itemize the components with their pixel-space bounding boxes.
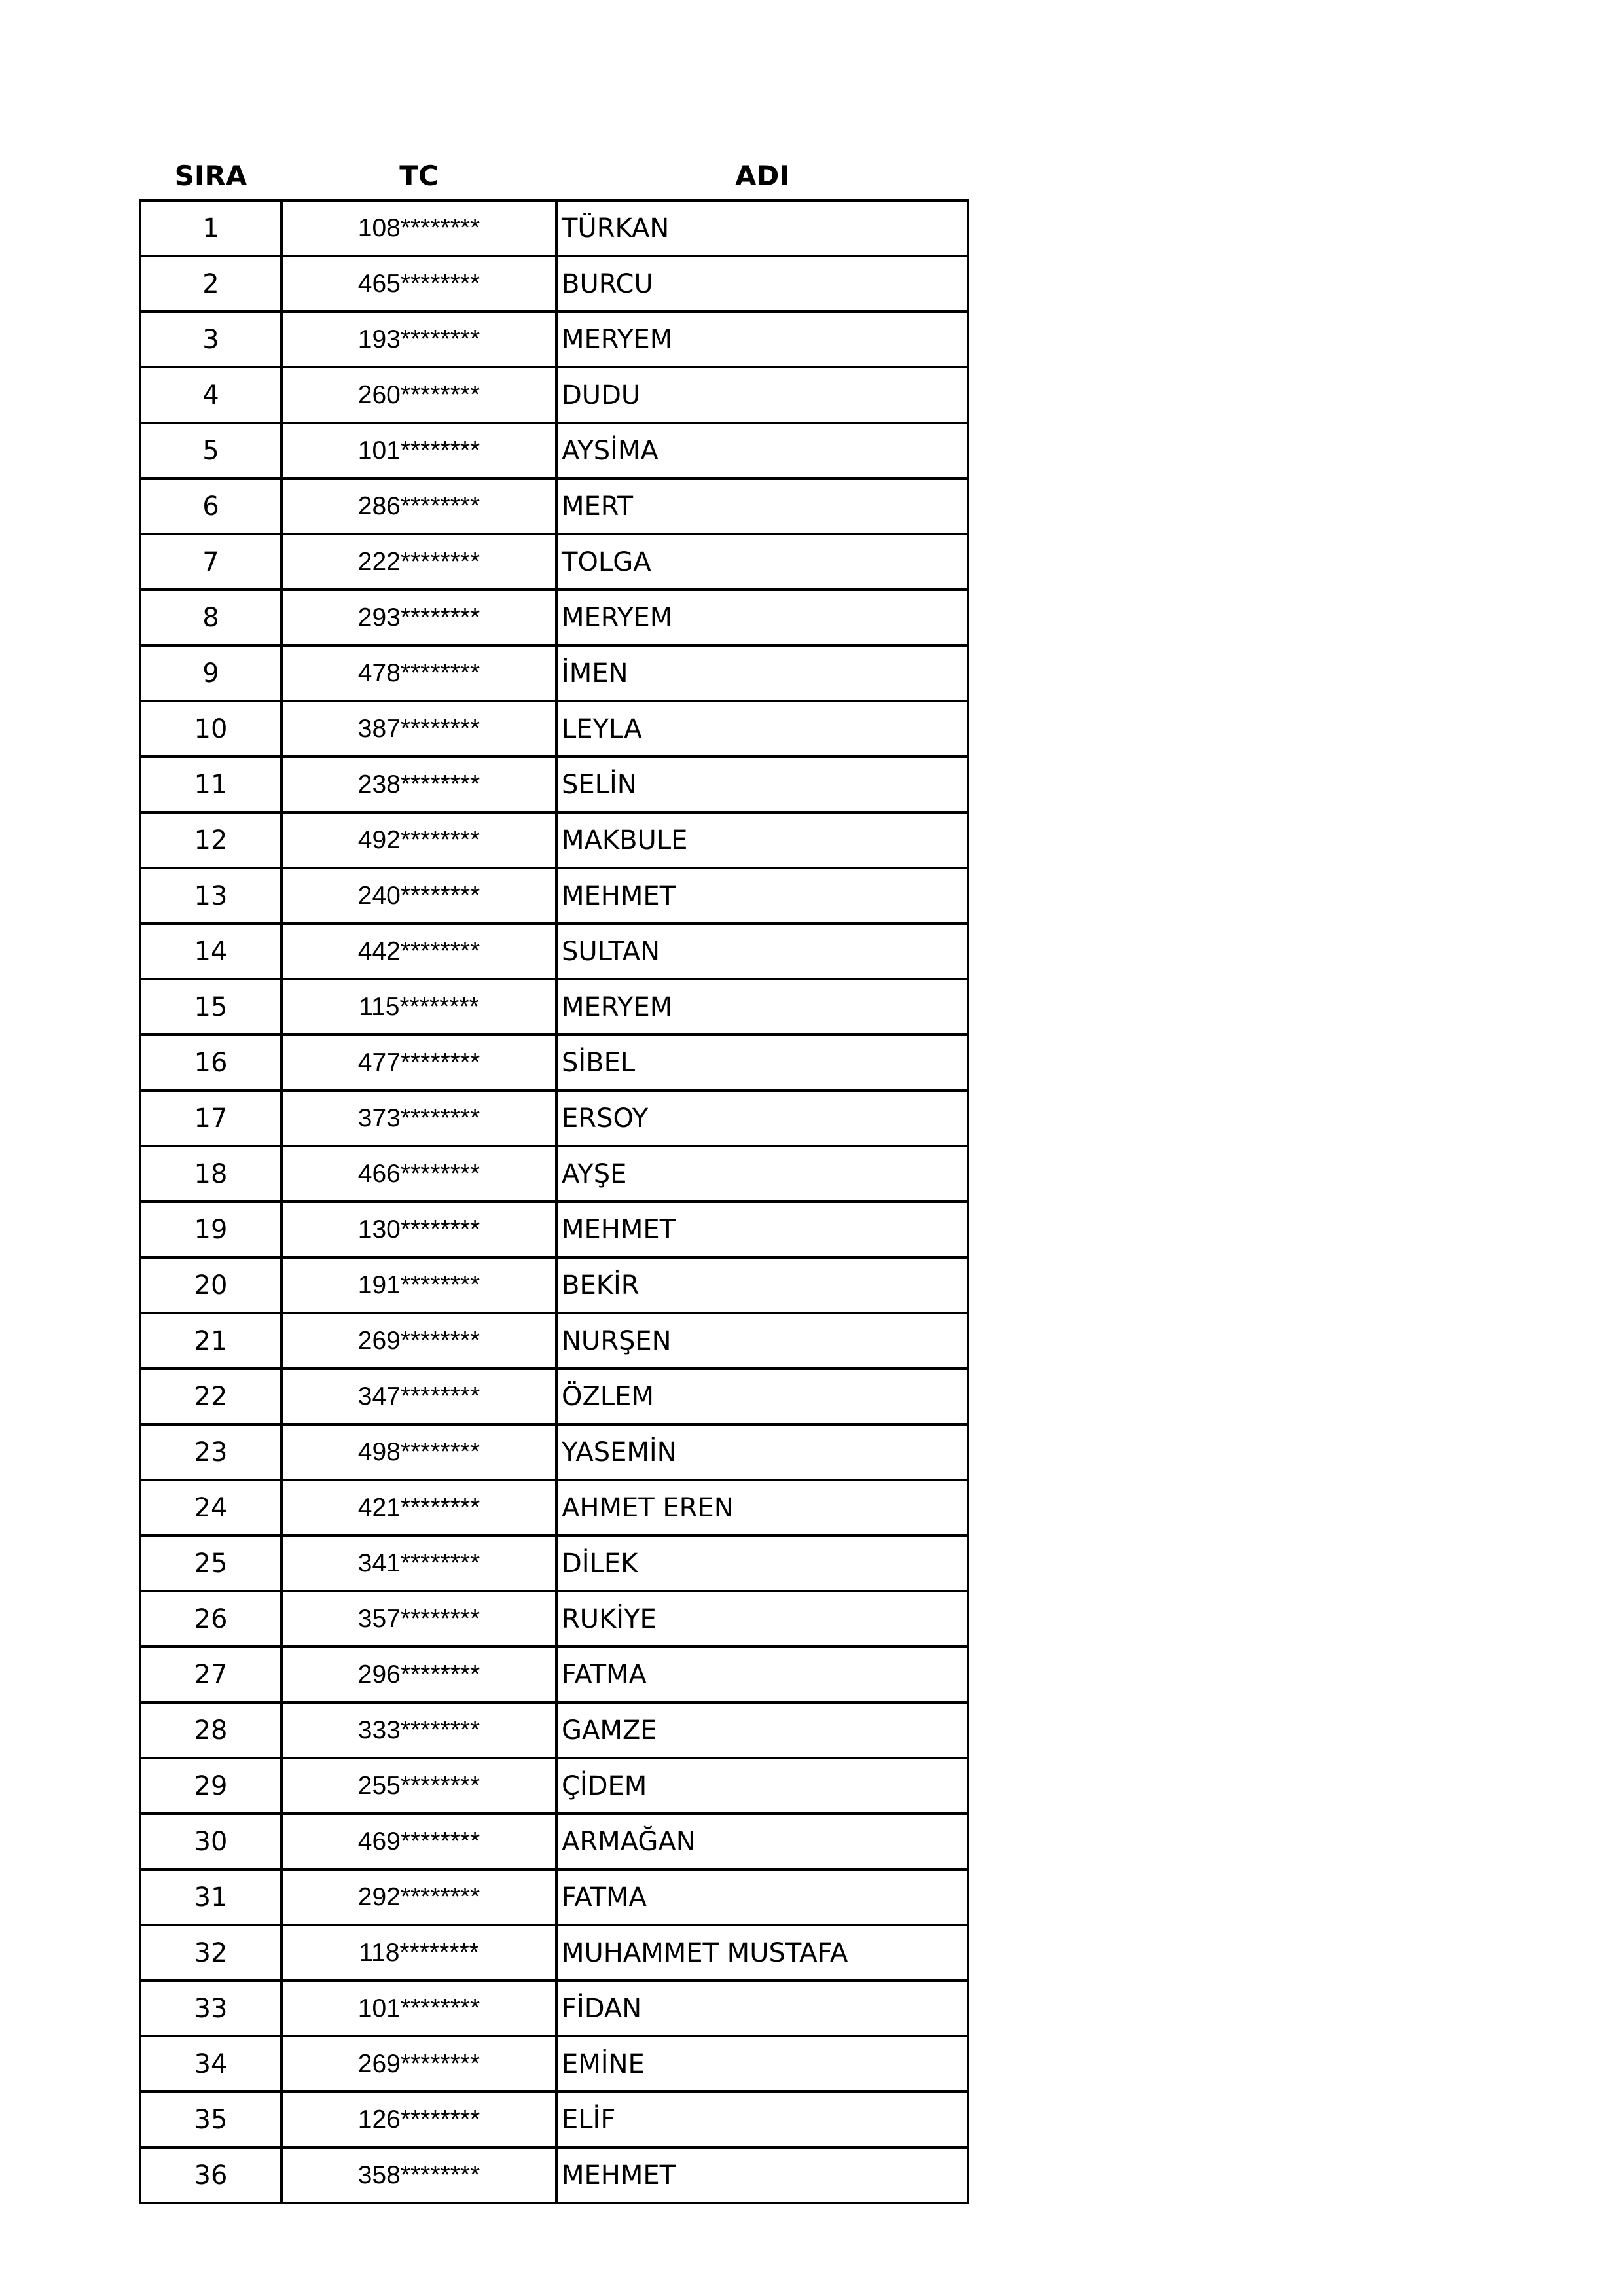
tc-cell: 292******** (281, 1869, 556, 1925)
sira-cell: 1 (140, 200, 281, 256)
sira-cell: 18 (140, 1146, 281, 1202)
tc-cell: 341******** (281, 1535, 556, 1591)
sira-cell: 30 (140, 1814, 281, 1869)
sira-cell: 12 (140, 812, 281, 868)
header-sira: SIRA (174, 159, 247, 192)
tc-cell: 296******** (281, 1647, 556, 1702)
table-row (140, 1925, 968, 1981)
tc-cell: 269******** (281, 2036, 556, 2092)
table-row (140, 1146, 968, 1202)
tc-cell: 108******** (281, 200, 556, 256)
table-row (140, 200, 968, 256)
name-list-sheet (139, 152, 969, 2204)
table-row (140, 367, 968, 423)
tc-cell: 193******** (281, 312, 556, 367)
sira-cell: 14 (140, 924, 281, 979)
name-cell: DİLEK (556, 1535, 968, 1591)
table-row (140, 1035, 968, 1090)
tc-cell: 269******** (281, 1313, 556, 1369)
tc-cell: 387******** (281, 701, 556, 757)
sira-cell: 22 (140, 1369, 281, 1424)
name-cell: LEYLA (556, 701, 968, 757)
table-row (140, 645, 968, 701)
tc-cell: 260******** (281, 367, 556, 423)
sira-cell: 9 (140, 645, 281, 701)
sira-cell: 17 (140, 1090, 281, 1146)
name-cell: FİDAN (556, 1981, 968, 2036)
sira-cell: 8 (140, 590, 281, 645)
sira-cell: 33 (140, 1981, 281, 2036)
table-row (140, 2092, 968, 2147)
table-row (140, 590, 968, 645)
table-row (140, 1591, 968, 1647)
name-cell: YASEMİN (556, 1424, 968, 1480)
table-row (140, 812, 968, 868)
table-row (140, 312, 968, 367)
sira-cell: 29 (140, 1758, 281, 1814)
header-adi: ADI (735, 159, 789, 192)
tc-cell: 347******** (281, 1369, 556, 1424)
sira-cell: 7 (140, 534, 281, 590)
name-cell: NURŞEN (556, 1313, 968, 1369)
sira-cell: 27 (140, 1647, 281, 1702)
table-row (140, 1480, 968, 1535)
sira-cell: 23 (140, 1424, 281, 1480)
tc-cell: 469******** (281, 1814, 556, 1869)
tc-cell: 478******** (281, 645, 556, 701)
name-cell: TÜRKAN (556, 200, 968, 256)
tc-cell: 492******** (281, 812, 556, 868)
name-cell: MERYEM (556, 979, 968, 1035)
sira-cell: 6 (140, 478, 281, 534)
table-row (140, 1647, 968, 1702)
table-row (140, 1424, 968, 1480)
sira-cell: 13 (140, 868, 281, 924)
sira-cell: 10 (140, 701, 281, 757)
sira-cell: 20 (140, 1257, 281, 1313)
name-cell: BEKİR (556, 1257, 968, 1313)
sira-cell: 21 (140, 1313, 281, 1369)
table-header (140, 152, 968, 200)
table-row (140, 1369, 968, 1424)
tc-cell: 255******** (281, 1758, 556, 1814)
name-cell: MEHMET (556, 1202, 968, 1257)
table-body (140, 200, 968, 2203)
tc-cell: 498******** (281, 1424, 556, 1480)
name-cell: MEHMET (556, 2147, 968, 2203)
table-row (140, 868, 968, 924)
sira-cell: 34 (140, 2036, 281, 2092)
sira-cell: 24 (140, 1480, 281, 1535)
tc-cell: 115******** (281, 979, 556, 1035)
tc-cell: 101******** (281, 1981, 556, 2036)
sira-cell: 16 (140, 1035, 281, 1090)
sira-cell: 3 (140, 312, 281, 367)
table-row (140, 1758, 968, 1814)
sira-cell: 32 (140, 1925, 281, 1981)
name-cell: GAMZE (556, 1702, 968, 1758)
name-cell: ELİF (556, 2092, 968, 2147)
sira-cell: 31 (140, 1869, 281, 1925)
name-cell: MEHMET (556, 868, 968, 924)
table-row (140, 1814, 968, 1869)
name-cell: SULTAN (556, 924, 968, 979)
table-row (140, 1202, 968, 1257)
name-cell: SİBEL (556, 1035, 968, 1090)
tc-cell: 477******** (281, 1035, 556, 1090)
sira-cell: 15 (140, 979, 281, 1035)
sira-cell: 19 (140, 1202, 281, 1257)
name-cell: BURCU (556, 256, 968, 312)
table-row (140, 1090, 968, 1146)
tc-cell: 222******** (281, 534, 556, 590)
name-cell: AYŞE (556, 1146, 968, 1202)
name-cell: ARMAĞAN (556, 1814, 968, 1869)
table-row (140, 924, 968, 979)
name-list-table (139, 152, 969, 2204)
tc-cell: 240******** (281, 868, 556, 924)
tc-cell: 442******** (281, 924, 556, 979)
sira-cell: 5 (140, 423, 281, 478)
table-row (140, 534, 968, 590)
tc-cell: 333******** (281, 1702, 556, 1758)
header-row (140, 152, 968, 200)
table-row (140, 979, 968, 1035)
table-row (140, 1702, 968, 1758)
tc-cell: 373******** (281, 1090, 556, 1146)
sira-cell: 28 (140, 1702, 281, 1758)
sira-cell: 35 (140, 2092, 281, 2147)
name-cell: FATMA (556, 1869, 968, 1925)
name-cell: DUDU (556, 367, 968, 423)
table-row (140, 1869, 968, 1925)
sira-cell: 4 (140, 367, 281, 423)
name-cell: AYSİMA (556, 423, 968, 478)
tc-cell: 286******** (281, 478, 556, 534)
tc-cell: 191******** (281, 1257, 556, 1313)
sira-cell: 2 (140, 256, 281, 312)
tc-cell: 358******** (281, 2147, 556, 2203)
name-cell: MERYEM (556, 312, 968, 367)
name-cell: ÇİDEM (556, 1758, 968, 1814)
name-cell: TOLGA (556, 534, 968, 590)
tc-cell: 293******** (281, 590, 556, 645)
name-cell: RUKİYE (556, 1591, 968, 1647)
tc-cell: 357******** (281, 1591, 556, 1647)
tc-cell: 118******** (281, 1925, 556, 1981)
sira-cell: 26 (140, 1591, 281, 1647)
tc-cell: 465******** (281, 256, 556, 312)
table-row (140, 256, 968, 312)
tc-cell: 421******** (281, 1480, 556, 1535)
table-row (140, 2036, 968, 2092)
name-cell: MAKBULE (556, 812, 968, 868)
table-row (140, 1981, 968, 2036)
name-cell: ERSOY (556, 1090, 968, 1146)
sira-cell: 25 (140, 1535, 281, 1591)
tc-cell: 238******** (281, 757, 556, 812)
name-cell: SELİN (556, 757, 968, 812)
name-cell: MERYEM (556, 590, 968, 645)
name-cell: MUHAMMET MUSTAFA (556, 1925, 968, 1981)
table-row (140, 1313, 968, 1369)
name-cell: MERT (556, 478, 968, 534)
tc-cell: 466******** (281, 1146, 556, 1202)
tc-cell: 101******** (281, 423, 556, 478)
tc-cell: 126******** (281, 2092, 556, 2147)
name-cell: İMEN (556, 645, 968, 701)
name-cell: FATMA (556, 1647, 968, 1702)
tc-cell: 130******** (281, 1202, 556, 1257)
sira-cell: 36 (140, 2147, 281, 2203)
table-row (140, 2147, 968, 2203)
table-row (140, 1535, 968, 1591)
table-row (140, 423, 968, 478)
name-cell: ÖZLEM (556, 1369, 968, 1424)
name-cell: AHMET EREN (556, 1480, 968, 1535)
name-cell: EMİNE (556, 2036, 968, 2092)
table-row (140, 757, 968, 812)
sira-cell: 11 (140, 757, 281, 812)
table-row (140, 478, 968, 534)
table-row (140, 701, 968, 757)
table-row (140, 1257, 968, 1313)
header-tc: TC (399, 159, 439, 192)
